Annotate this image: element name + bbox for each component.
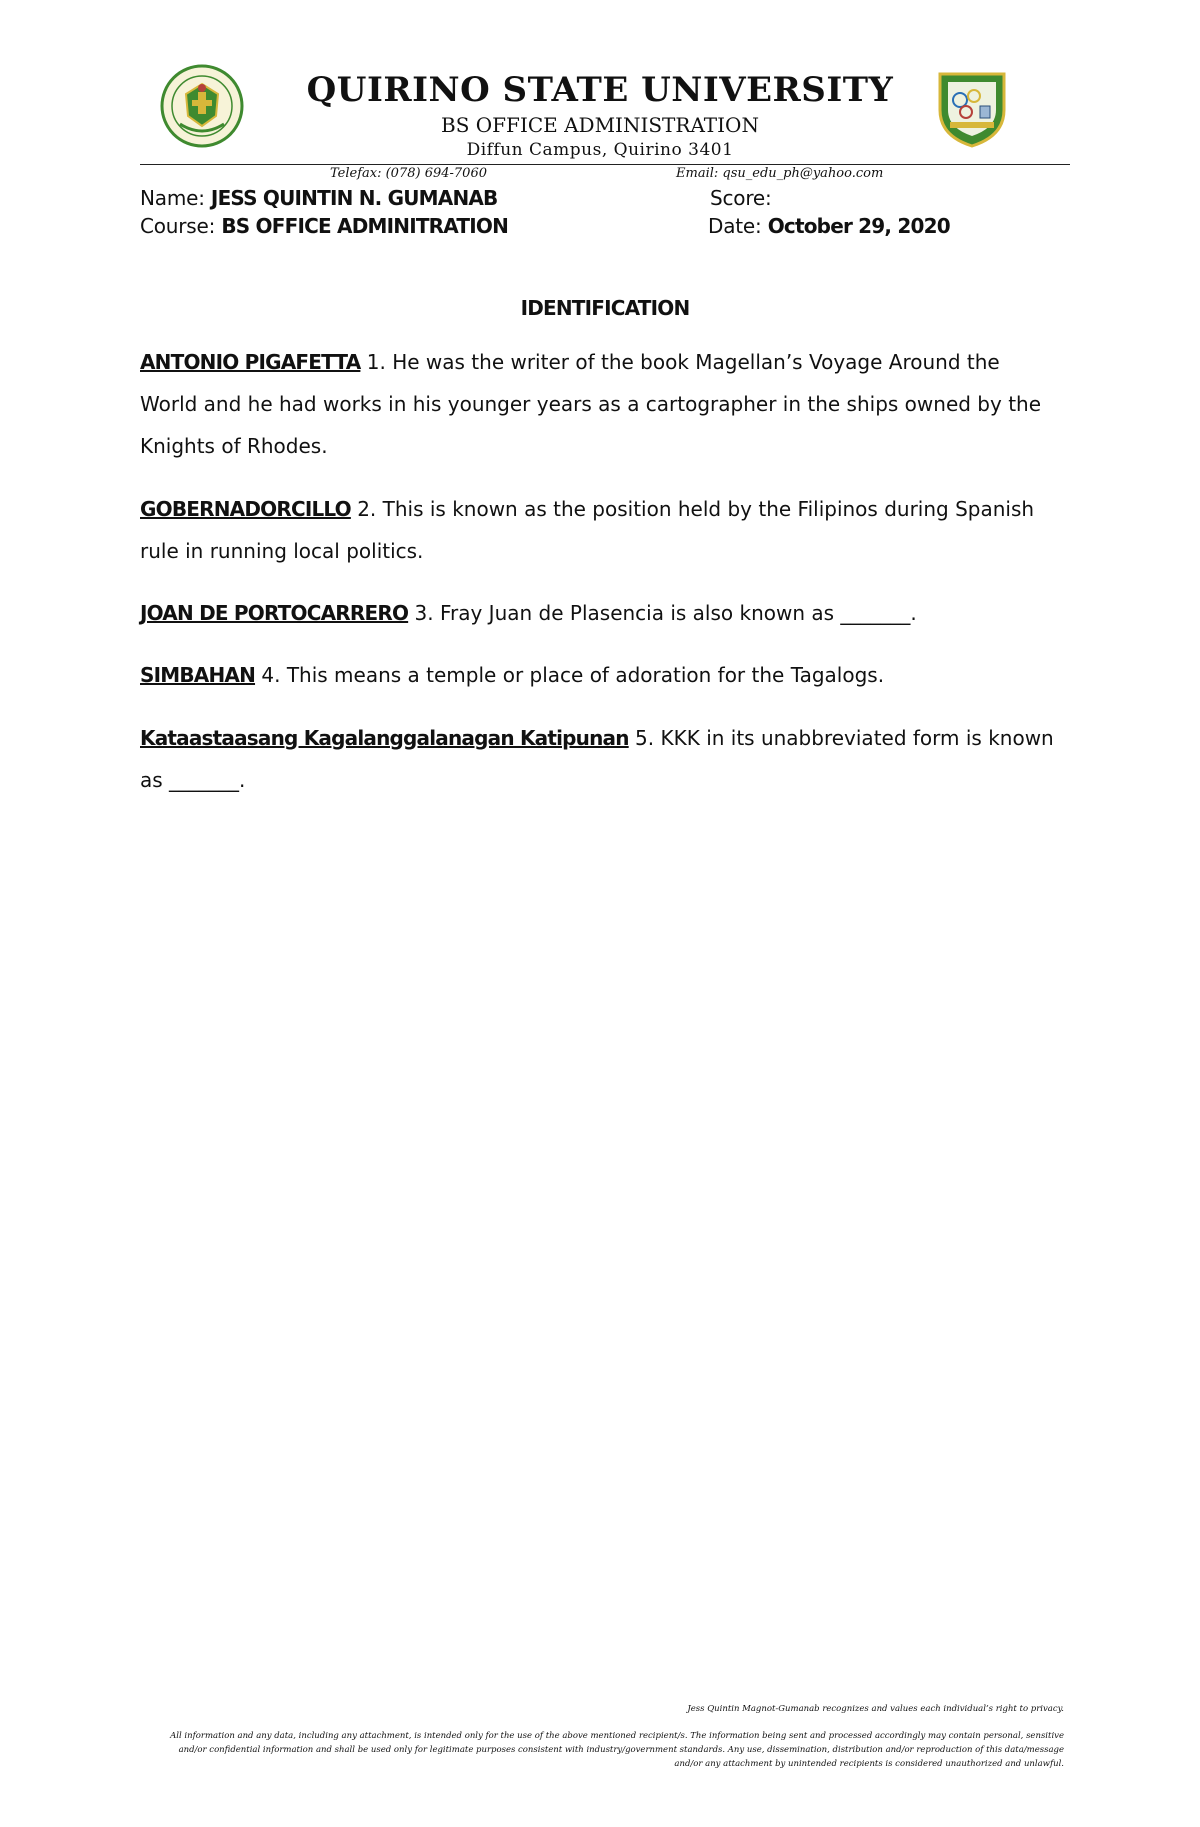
course-value: BS OFFICE ADMINITRATION xyxy=(221,214,509,238)
answer-text: GOBERNADORCILLO xyxy=(140,497,351,521)
date-field xyxy=(708,214,950,238)
date-value: October 29, 2020 xyxy=(767,214,950,238)
telefax: Telefax: (078) 694-7060 xyxy=(330,166,487,181)
privacy-statement: Jess Quintin Magnot-Gumanab recognizes and values each individual’s right to privacy. xyxy=(687,1704,1064,1714)
confidentiality-notice: All information and any data, including any attachment, is intended only for the use of the above mentioned recipient/s. The information being sent and processed accordingly may contain personal, sensitive and/or confidential information and shall be used only for legitimate purposes consistent with industry/government standards. Any use, dissemination, distribution and/or reproduction of this data/message and/or any attachment by unintended recipients is considered unauthorized and unlawful. xyxy=(170,1731,1064,1769)
score-label: Score: xyxy=(710,186,772,210)
identification-item xyxy=(140,341,1060,467)
university-name: QUIRINO STATE UNIVERSITY xyxy=(306,70,894,110)
header-divider xyxy=(140,164,1070,165)
program-name: BS OFFICE ADMINISTRATION xyxy=(441,113,759,137)
campus-address: Diffun Campus, Quirino 3401 xyxy=(466,140,734,160)
department-crest-logo xyxy=(930,66,1014,150)
answer-text: Kataastaasang Kagalanggalanagan Katipunan xyxy=(140,726,629,750)
identification-item xyxy=(140,488,1060,572)
score-field xyxy=(710,186,772,210)
email: Email: qsu_edu_ph@yahoo.com xyxy=(676,166,884,181)
identification-item xyxy=(140,654,1060,696)
question-text: 5. KKK in its unabbreviated form is known as _______. xyxy=(140,726,1054,792)
name-label: Name: xyxy=(140,186,205,210)
section-title: IDENTIFICATION xyxy=(520,296,690,320)
name-value: JESS QUINTIN N. GUMANAB xyxy=(210,186,498,210)
question-text: 2. This is known as the position held by the Filipinos during Spanish rule in running local politics. xyxy=(140,497,1035,563)
university-seal-logo xyxy=(160,64,244,148)
date-label: Date: xyxy=(708,214,762,238)
name-field xyxy=(140,186,498,210)
identification-item xyxy=(140,592,1060,634)
answer-text: ANTONIO PIGAFETTA xyxy=(140,350,361,374)
answer-text: JOAN DE PORTOCARRERO xyxy=(140,601,409,625)
question-text: 4. This means a temple or place of adoration for the Tagalogs. xyxy=(255,663,885,687)
answer-text: SIMBAHAN xyxy=(140,663,256,687)
identification-item xyxy=(140,717,1060,801)
course-label: Course: xyxy=(140,214,216,238)
course-field xyxy=(140,214,508,238)
question-text: 3. Fray Juan de Plasencia is also known as _______. xyxy=(408,601,917,625)
question-text: 1. He was the writer of the book Magellan’s Voyage Around the World and he had works in his younger years as a cartographer in the ships owned by the Knights of Rhodes. xyxy=(140,350,1042,458)
